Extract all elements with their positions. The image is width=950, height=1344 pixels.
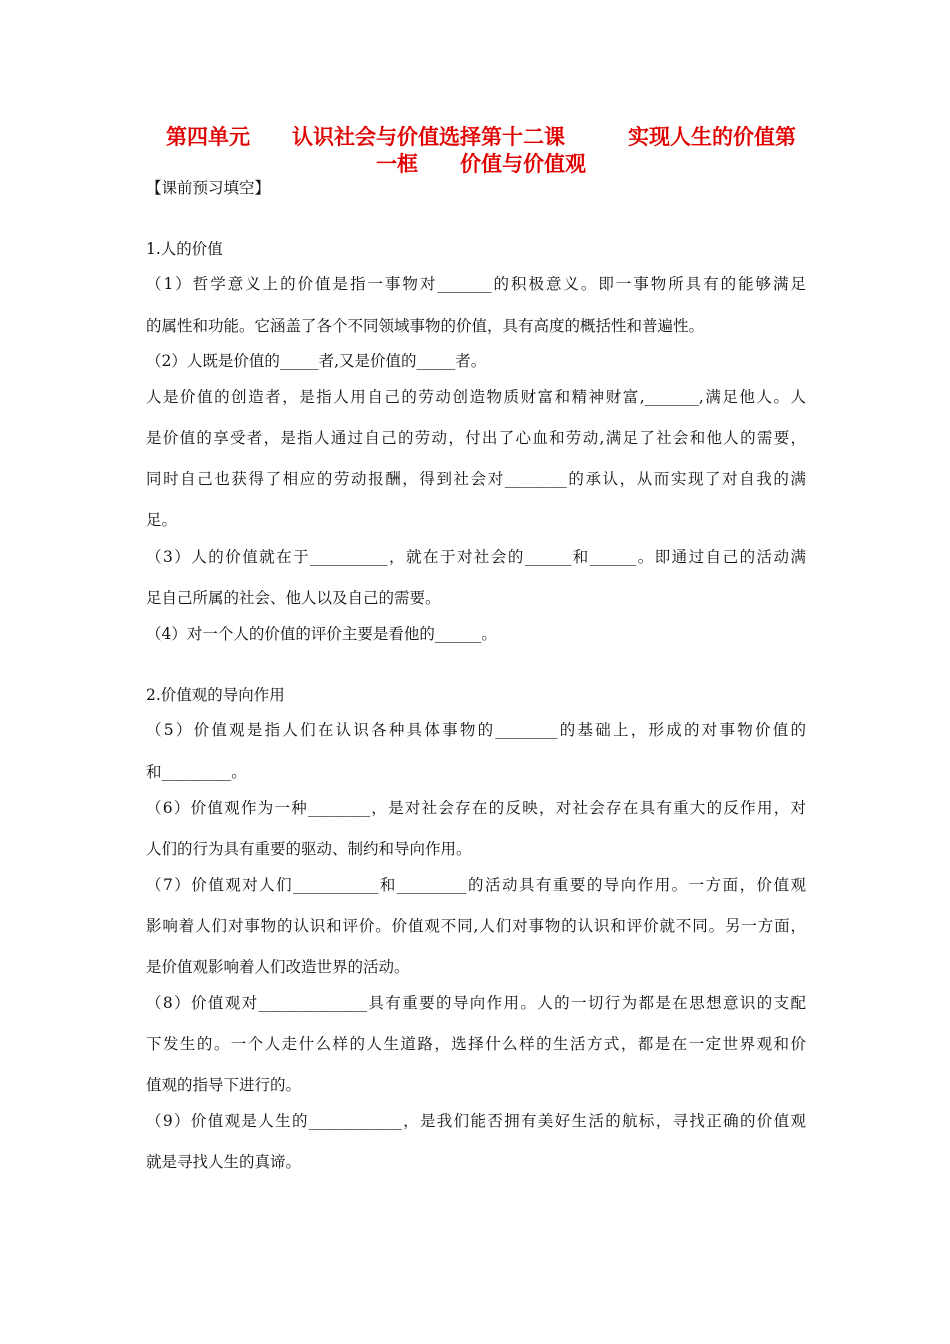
paragraph-line: （7）价值观对人们___________和_________的活动具有重要的导向作用。一方面，价值观 bbox=[146, 876, 806, 894]
paragraph-line: 影响着人们对事物的认识和评价。价值观不同,人们对事物的认识和评价就不同。另一方面， bbox=[146, 917, 806, 935]
paragraph-line: （5）价值观是指人们在认识各种具体事物的________的基础上，形成的对事物价值的 bbox=[146, 721, 806, 739]
document-title-line-2: 一框 价值与价值观 bbox=[376, 152, 586, 176]
paragraph-line: （6）价值观作为一种________，是对社会存在的反映，对社会存在具有重大的反作用，对 bbox=[146, 799, 806, 817]
preview-heading: 【课前预习填空】 bbox=[146, 179, 271, 197]
paragraph-line: 足自己所属的社会、他人以及自己的需要。 bbox=[146, 589, 441, 607]
paragraph-line: （3）人的价值就在于__________，就在于对社会的______和______。即通过自己的活动满 bbox=[146, 548, 806, 566]
paragraph-line: 足。 bbox=[146, 511, 178, 529]
paragraph-line: 是价值观影响着人们改造世界的活动。 bbox=[146, 958, 410, 976]
paragraph-line: （9）价值观是人生的____________，是我们能否拥有美好生活的航标，寻找正确的价值观 bbox=[146, 1112, 806, 1130]
paragraph-line: （1）哲学意义上的价值是指一事物对_______的积极意义。即一事物所具有的能够满足 bbox=[146, 275, 806, 293]
paragraph-line: （2）人既是价值的_____者,又是价值的_____者。 bbox=[146, 352, 487, 370]
section-2-title: 2.价值观的导向作用 bbox=[146, 686, 285, 704]
paragraph-line: （8）价值观对______________具有重要的导向作用。人的一切行为都是在思想意识的支配 bbox=[146, 994, 806, 1012]
section-1-title: 1.人的价值 bbox=[146, 240, 223, 258]
paragraph-line: 下发生的。一个人走什么样的人生道路，选择什么样的生活方式，都是在一定世界观和价 bbox=[146, 1035, 806, 1053]
paragraph-line: （4）对一个人的价值的评价主要是看他的______。 bbox=[146, 625, 497, 643]
paragraph-line: 是价值的享受者，是指人通过自己的劳动，付出了心血和劳动,满足了社会和他人的需要， bbox=[146, 429, 806, 447]
paragraph-line: 人是价值的创造者，是指人用自己的劳动创造物质财富和精神财富,_______,满足他人。人 bbox=[146, 388, 806, 406]
paragraph-line: 值观的指导下进行的。 bbox=[146, 1076, 302, 1094]
paragraph-line: 就是寻找人生的真谛。 bbox=[146, 1153, 302, 1171]
paragraph-line: 的属性和功能。它涵盖了各个不同领域事物的价值，具有高度的概括性和普遍性。 bbox=[146, 317, 705, 335]
paragraph-line: 同时自己也获得了相应的劳动报酬，得到社会对________的承认，从而实现了对自我的满 bbox=[146, 470, 806, 488]
paragraph-line: 人们的行为具有重要的驱动、制约和导向作用。 bbox=[146, 840, 472, 858]
paragraph-line: 和_________。 bbox=[146, 763, 247, 781]
document-title-line-1: 第四单元 认识社会与价值选择第十二课 实现人生的价值第 bbox=[166, 125, 796, 149]
